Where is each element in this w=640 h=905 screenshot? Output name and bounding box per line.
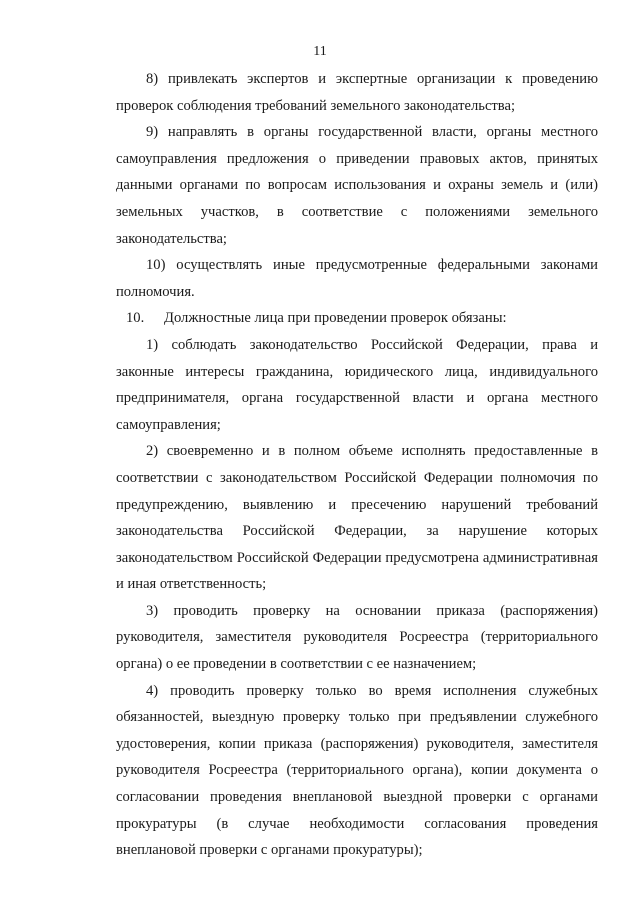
paragraph-duty-2: 2) своевременно и в полном объеме исполнять предоставленные в соответствии с законодательством Российской Федерации полномочия по предупреждению, выявлению и пресечению нарушений требований законодательства Российской Федерации, за нарушение которых законодательством Российской Федерации предусмотрена административная и иная ответственность; [116,443,598,593]
section-number: 10. [126,310,145,327]
paragraph-duty-4: 4) проводить проверку только во время исполнения служебных обязанностей, выездную проверку только при предъявлении служебного удостоверения, копии приказа (распоряжения) руководителя, заместителя руководителя Росреестра (территориального органа), копии документа о согласовании проведения внеплановой выездной проверки с органами прокуратуры (в случае необходимости согласования проведения внеплановой проверки с органами прокуратуры); [116,682,598,859]
paragraph-item-10-powers: 10) осуществлять иные предусмотренные федеральными законами полномочия. [116,257,598,300]
document-body [116,66,598,864]
paragraph-item-8: 8) привлекать экспертов и экспертные организации к проведению проверок соблюдения требований земельного законодательства; [116,71,598,114]
paragraph-section-10 [116,305,598,332]
paragraph-duty-3: 3) проводить проверку на основании приказа (распоряжения) руководителя, заместителя руководителя Росреестра (территориального органа) о ее проведении в соответствии с ее назначением; [116,602,598,673]
paragraph-item-9: 9) направлять в органы государственной власти, органы местного самоуправления предложения о приведении правовых актов, принятых данными органами по вопросам использования и охраны земель и (или) земельных участков, в соответствие с положениями земельного законодательства; [116,124,598,247]
page-number: 11 [313,44,327,59]
paragraph-duty-1: 1) соблюдать законодательство Российской Федерации, права и законные интересы гражданина, юридического лица, индивидуального предпринимателя, органа государственной власти и органа местного самоуправления; [116,336,598,433]
section-heading-text: Должностные лица при проведении проверок обязаны: [164,310,507,327]
